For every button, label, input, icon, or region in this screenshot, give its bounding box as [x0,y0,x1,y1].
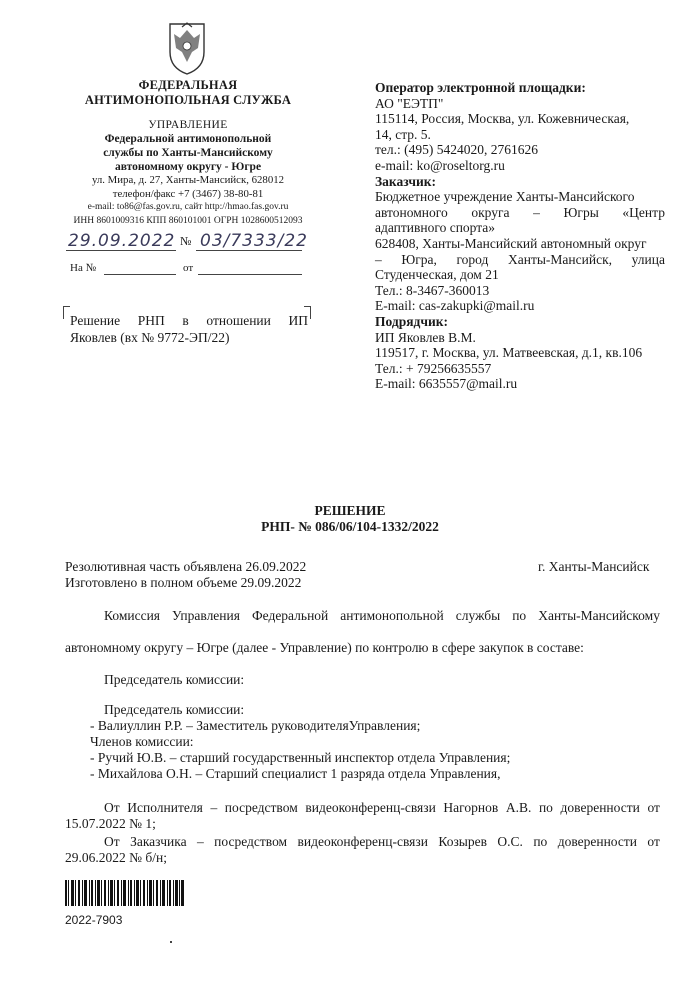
handwritten-number: 03/7333/22 [200,231,308,251]
decision-title: РЕШЕНИЕ [314,503,386,518]
contractor-name: ИП Яковлев В.М. [375,329,476,345]
exec-word: – [210,800,218,815]
contractor-phone: Тел.: + 79256635557 [375,360,492,376]
exec-word: посредством [224,800,298,815]
executor-line-2: 15.07.2022 № 1; [65,816,156,831]
ref-date-line [198,274,302,275]
member-ruchiy: - Ручий Ю.В. – старший государственный инспектор отдела Управления; [90,750,511,765]
exec-word: от [647,800,660,815]
department-address [70,174,306,228]
org-line-1: ФЕДЕРАЛЬНАЯ [138,78,238,92]
dept-line-1: УПРАВЛЕНИЕ [148,119,228,131]
para-word: антимонопольной [340,608,444,623]
customer-line-2 [375,205,665,221]
subject-word: РНП [137,313,165,328]
coat-of-arms-emblem-icon [160,18,214,76]
ref-number-line [104,274,176,275]
operator-phone: тел.: (495) 5424020, 2761626 [375,142,538,158]
operator-label: Оператор электронной площадки: [375,80,586,95]
cust-word: О.С. [497,834,523,849]
department-block [70,118,306,174]
cust-word: Заказчика [130,834,187,849]
contractor-label: Подрядчик: [375,313,448,329]
chairman-label-2: Председатель комиссии: [104,702,245,717]
exec-word: Нагорнов [443,800,499,815]
cust-word: видеоконференц-связи [297,834,428,849]
exec-word: Исполнителя [127,800,203,815]
addr-line-3: e-mail: to86@fas.gov.ru, сайт http://hmao.fas.gov.ru [87,202,289,212]
operator-name: АО "ЕЭТП" [375,95,444,111]
announced-date: Резолютивная часть объявлена 26.09.2022 [65,559,307,574]
members-label: Членов комиссии: [90,734,194,749]
customer-line-3: адаптивного спорта» [375,220,496,236]
customer-addr-word: город [456,251,489,267]
contractor-address: 119517, г. Москва, ул. Матвеевская, д.1, кв.106 [375,345,643,361]
para-word: по [512,608,527,623]
subject-line-2: Яковлев (вх № 9772-ЭП/22) [70,330,230,345]
addressees-block [375,80,665,392]
customer-word: автономного [375,204,448,220]
cust-word: по [533,834,548,849]
fas-org-name [75,78,301,108]
cust-word: Козырев [438,834,487,849]
para-word: Управления [172,608,240,623]
exec-word: видеоконференц-связи [305,800,436,815]
ref-date-label: от [183,262,194,274]
para-word: службы [455,608,501,623]
operator-address-2: 14, стр. 5. [375,126,431,142]
subject-word: Решение [70,313,121,328]
customer-line-1: Бюджетное учреждение Ханты-Мансийского [375,189,635,205]
customer-phone: Тел.: 8-3467-360013 [375,282,490,298]
addr-line-4: ИНН 8601009316 КПП 860101001 ОГРН 1028600512093 [73,215,303,226]
subject-word: в [182,313,189,328]
exec-word: А.В. [505,800,532,815]
operator-address-1: 115114, Россия, Москва, ул. Кожевническая, [375,111,630,127]
para-word: Федеральной [251,608,329,623]
dept-line-2: Федеральной антимонопольной [104,133,272,145]
date-underline [66,250,176,251]
addr-line-2: телефон/факс +7 (3467) 38-80-81 [112,187,264,200]
cust-word: От [104,834,120,849]
dept-line-3: службы по Ханты-Мансийскому [103,147,273,159]
page-dot [170,941,172,943]
customer-addr-word: Ханты-Мансийск, [508,251,613,267]
commission-para-line-1 [104,608,660,624]
made-date: Изготовлено в полном объеме 29.09.2022 [65,575,302,590]
customer-addr-word: улица [631,251,665,267]
dept-line-4: автономному округу - Югре [114,161,262,173]
customer-word: округа [471,204,510,220]
para-word: Ханты-Мансийскому [538,608,660,623]
barcode-icon [65,880,184,906]
decision-dates [65,559,306,591]
number-label: № [180,234,192,248]
decision-heading [0,503,700,535]
chairman-label-1: Председатель комиссии: [104,672,245,687]
customer-address-3: Студенческая, дом 21 [375,267,499,283]
customer-email: E-mail: cas-zakupki@mail.ru [375,298,535,314]
handwritten-date: 29.09.2022 [68,231,176,251]
customer-addr-word: – [375,251,382,267]
customer-addr-word: Югра, [401,251,437,267]
decision-number: РНП- № 086/06/104-1332/2022 [261,519,439,534]
executor-line-1 [104,800,660,816]
exec-word: доверенности [560,800,640,815]
customer-word: Югры [563,204,599,220]
customer-address-1: 628408, Ханты-Мансийский автономный округ [375,235,647,251]
decision-city: г. Ханты-Мансийск [538,559,650,574]
addr-line-1: ул. Мира, д. 27, Ханты-Мансийск, 628012 [91,174,285,186]
customer-word: – [533,204,540,220]
subject-word: ИП [288,313,308,328]
subject-word: отношении [206,313,271,328]
member-valiullin: - Валиуллин Р.Р. – Заместитель руководителяУправления; [90,718,421,733]
operator-email: e-mail: ko@roseltorg.ru [375,157,505,173]
para-word: Комиссия [104,608,161,623]
customer-rep-line-1 [104,834,660,850]
customer-rep-line-2: 29.06.2022 № б/н; [65,850,167,865]
customer-word: «Центр [622,204,665,220]
contractor-email: E-mail: 6635557@mail.ru [375,376,518,392]
cust-word: – [197,834,204,849]
cust-word: посредством [214,834,288,849]
customer-address-2 [375,252,665,268]
exec-word: по [538,800,553,815]
number-underline [196,250,302,251]
customer-label: Заказчик: [375,173,437,189]
subject-bracket-left [63,306,70,319]
barcode-number: 2022-7903 [65,913,123,927]
commission-members [90,702,660,782]
member-mikhailova: - Михайлова О.Н. – Старший специалист 1 разряда отдела Управления, [90,766,501,781]
letter-subject [70,312,308,346]
ref-number-label: На № [70,262,97,274]
commission-para-line-2: автономному округу – Югре (далее - Управление) по контролю в сфере закупок в составе: [65,640,584,655]
cust-word: доверенности [557,834,638,849]
org-line-2: АНТИМОНОПОЛЬНАЯ СЛУЖБА [84,93,292,107]
exec-word: От [104,800,120,815]
cust-word: от [647,834,660,849]
